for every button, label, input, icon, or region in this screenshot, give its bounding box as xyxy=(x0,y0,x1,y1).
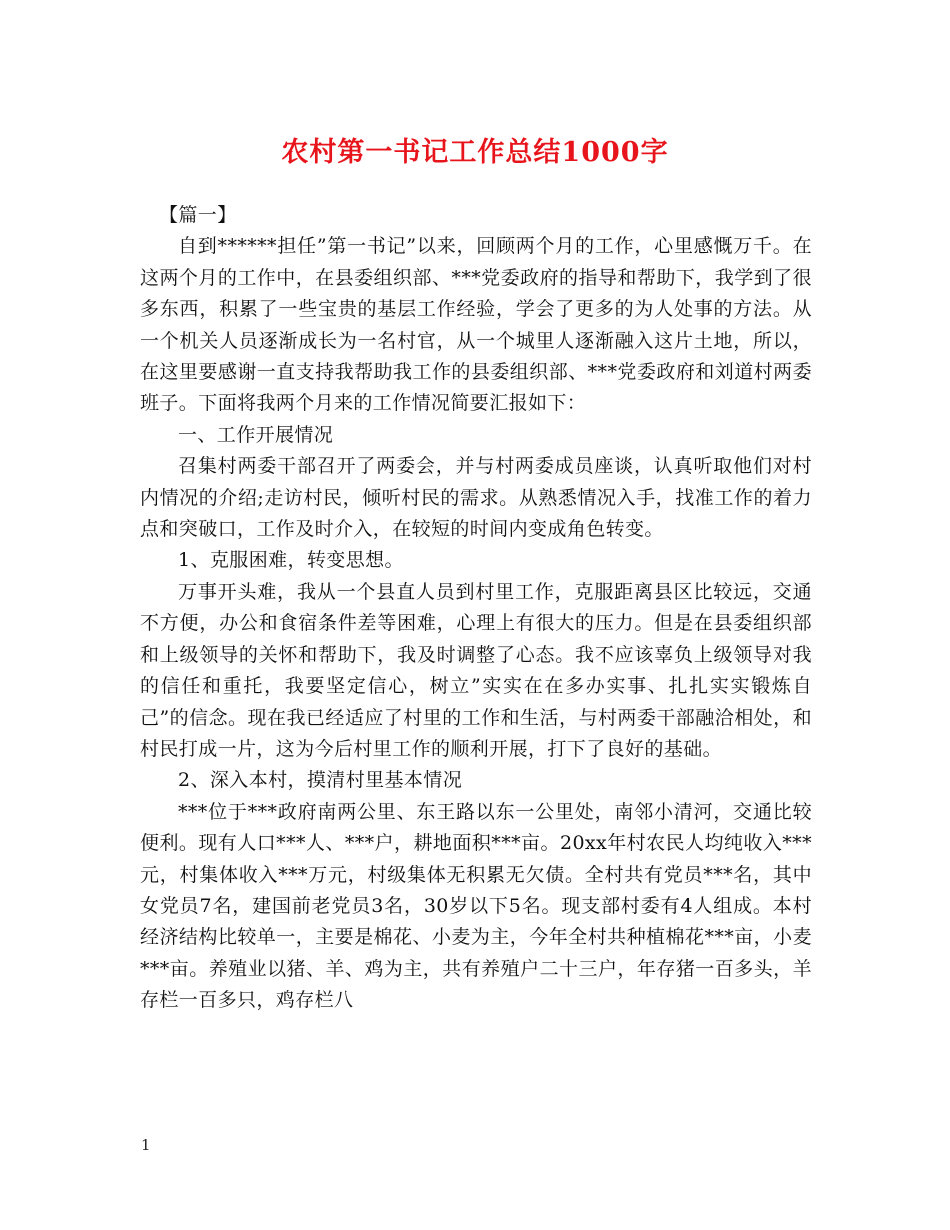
paragraph-intro: 自到******担任”第一书记”以来，回顾两个月的工作，心里感慨万千。在这两个月的工作中，在县委组织部、***党委政府的指导和帮助下，我学到了很多东西，积累了一些宝贵的基层工作经验，学会了更多的为人处事的方法。从一个机关人员逐渐成长为一名村官，从一个城里人逐渐融入这片土地，所以，在这里要感谢一直支持我帮助我工作的县委组织部、***党委政府和刘道村两委班子。下面将我两个月来的工作情况简要汇报如下： xyxy=(140,235,812,415)
paragraph-village-info: ***位于***政府南两公里、东王路以东一公里处，南邻小清河，交通比较便利。现有人口***人、***户，耕地面积***亩。20xx年村农民人均纯收入***元，村集体收入***万元，村级集体无积累无欠债。全村共有党员***名，其中女党员7名，建国前老党员3名，30岁以下5名。现支部村委有4人组成。本村经济结构比较单一，主要是棉花、小麦为主，今年全村共种植棉花***亩，小麦***亩。养殖业以猪、羊、鸡为主，共有养殖户二十三户，年存猪一百多头，羊存栏一百多只，鸡存栏八 xyxy=(140,800,812,1012)
document-body xyxy=(140,200,812,1017)
paragraph-meeting: 召集村两委干部召开了两委会，并与村两委成员座谈，认真听取他们对村内情况的介绍;走访村民，倾听村民的需求。从熟悉情况入手，找准工作的着力点和突破口，工作及时介入，在较短的时间内变成角色转变。 xyxy=(140,455,812,541)
page-number: 1 xyxy=(141,1136,151,1154)
heading-village-situation: 2、深入本村，摸清村里基本情况 xyxy=(178,769,463,792)
heading-work-overview: 一、工作开展情况 xyxy=(178,423,334,446)
document-title: 农村第一书记工作总结1000字 xyxy=(281,137,669,168)
heading-overcome-difficulties: 1、克服困难，转变思想。 xyxy=(178,549,404,572)
section-label: 【篇一】 xyxy=(159,204,237,226)
paragraph-difficulties: 万事开头难，我从一个县直人员到村里工作，克服距离县区比较远，交通不方便，办公和食宿条件差等困难，心理上有很大的压力。但是在县委组织部和上级领导的关怀和帮助下，我及时调整了心态。我不应该辜负上级领导对我的信任和重托，我要坚定信心，树立”实实在在多办实事、扎扎实实锻炼自己”的信念。现在我已经适应了村里的工作和生活，与村两委干部融洽相处，和村民打成一片，这为今后村里工作的顺利开展，打下了良好的基础。 xyxy=(140,580,812,760)
